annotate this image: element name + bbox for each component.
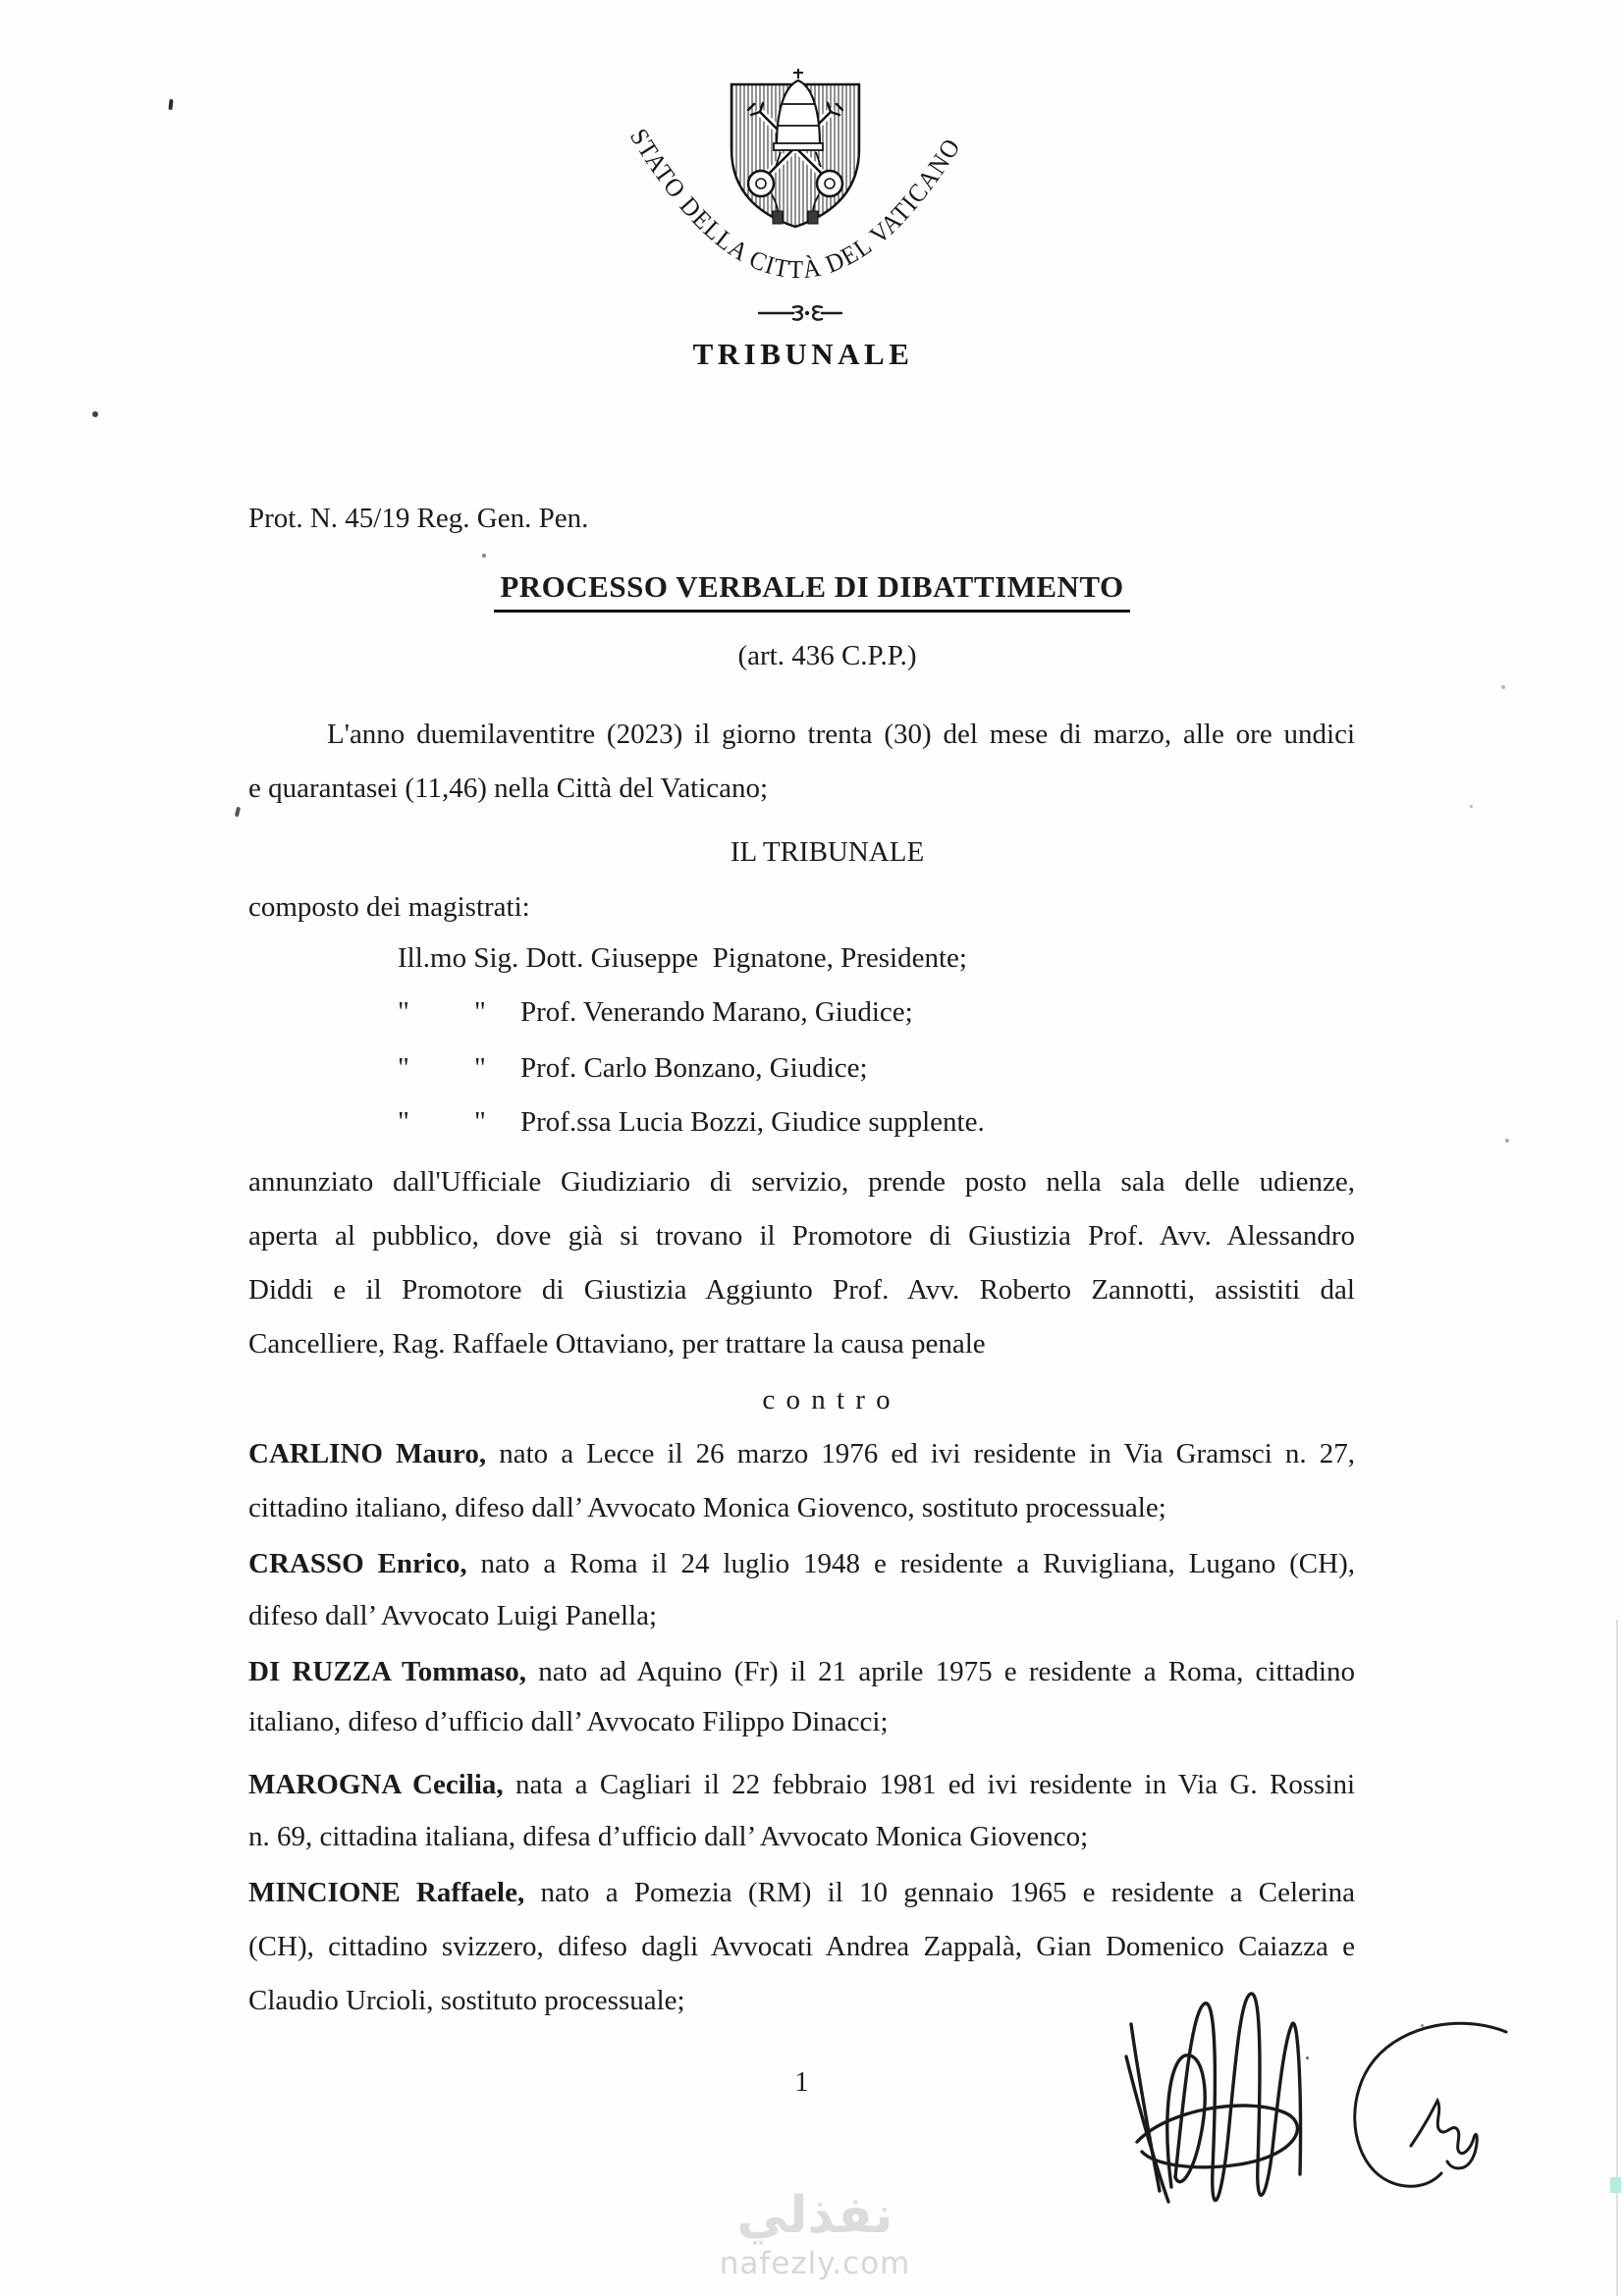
defendant-line bbox=[248, 1598, 1355, 1633]
defendant-detail: nato ad Aquino (Fr) il 21 aprile 1975 e residente a Roma, cittadino bbox=[526, 1656, 1355, 1687]
arc-inscription: STATO DELLA CITTÀ DEL VATICANO bbox=[623, 123, 967, 285]
defendant-detail: n. 69, cittadina italiana, difesa d’ufficio dall’ Avvocato Monica Giovenco; bbox=[248, 1821, 1089, 1852]
defendant-name: DI RUZZA Tommaso, bbox=[248, 1656, 527, 1687]
ditto-mark: " bbox=[398, 996, 409, 1028]
defendant-name: CRASSO Enrico, bbox=[248, 1548, 467, 1579]
announcement-line: annunziato dall'Ufficiale Giudiziario di servizio, prende posto nella sala delle udienze, bbox=[248, 1166, 1355, 1198]
composition-intro: composto dei magistrati: bbox=[248, 891, 530, 923]
scan-edge-line bbox=[1616, 1620, 1618, 2296]
ditto-mark: " bbox=[474, 996, 486, 1028]
defendant-detail: italiano, difeso d’ufficio dall’ Avvocato Filippo Dinacci; bbox=[248, 1706, 889, 1737]
signature-scribble-right bbox=[1355, 2023, 1506, 2186]
defendant-line bbox=[248, 1704, 1355, 1739]
page-number: 1 bbox=[794, 2067, 809, 2098]
watermark-logo: نفذلي bbox=[736, 2186, 893, 2245]
defendant-name: CARLINO Mauro, bbox=[248, 1438, 487, 1469]
defendant-detail: difeso dall’ Avvocato Luigi Panella; bbox=[248, 1600, 658, 1631]
defendant-name: MAROGNA Cecilia, bbox=[248, 1769, 504, 1800]
divider-ornament-icon bbox=[759, 306, 841, 319]
defendant-line bbox=[248, 1490, 1355, 1525]
defendant-line bbox=[248, 1767, 1355, 1802]
magistrate-name: Prof. Venerando Marano, Giudice; bbox=[520, 996, 913, 1028]
ditto-mark: " bbox=[398, 1106, 409, 1138]
announcement-line: Cancelliere, Rag. Raffaele Ottaviano, per trattare la causa penale bbox=[248, 1328, 986, 1360]
court-heading: IL TRIBUNALE bbox=[730, 836, 925, 868]
defendant-name: MINCIONE Raffaele, bbox=[248, 1877, 525, 1908]
defendant-line bbox=[248, 1819, 1355, 1854]
defendant-detail: nato a Pomezia (RM) il 10 gennaio 1965 e residente a Celerina bbox=[524, 1877, 1355, 1908]
scan-artifact bbox=[1505, 1139, 1509, 1143]
defendant-line bbox=[248, 1875, 1355, 1910]
defendant-detail: (CH), cittadino svizzero, difeso dagli Avvocati Andrea Zappalà, Gian Domenico Caiazza e bbox=[248, 1931, 1355, 1962]
signatures bbox=[1060, 1953, 1551, 2228]
ditto-mark: " bbox=[474, 1052, 486, 1084]
defendant-line bbox=[248, 1436, 1355, 1471]
magistrate-row bbox=[398, 994, 913, 1030]
scan-artifact bbox=[482, 554, 486, 558]
document-title: PROCESSO VERBALE DI DIBATTIMENTO bbox=[494, 568, 1129, 613]
defendant-detail: nata a Cagliari il 22 febbraio 1981 ed ivi residente in Via G. Rossini bbox=[503, 1769, 1355, 1800]
scan-artifact bbox=[235, 807, 241, 818]
ditto-mark: " bbox=[474, 1106, 486, 1138]
magistrate-row bbox=[398, 1104, 985, 1140]
magistrate-name: Prof. Carlo Bonzano, Giudice; bbox=[520, 1052, 868, 1084]
defendant-line bbox=[248, 1654, 1355, 1689]
watermark bbox=[699, 2185, 931, 2281]
defendant-line bbox=[248, 1546, 1355, 1581]
magistrate-name: Ill.mo Sig. Dott. Giuseppe Pignatone, Presidente; bbox=[398, 942, 967, 974]
versus-label: c o n t r o bbox=[762, 1384, 893, 1415]
magistrate-row bbox=[398, 940, 967, 976]
article-reference: (art. 436 C.P.P.) bbox=[737, 640, 917, 671]
scan-artifact bbox=[1501, 685, 1505, 689]
scan-artifact bbox=[1470, 805, 1473, 808]
defendant-detail: Claudio Urcioli, sostituto processuale; bbox=[248, 1985, 685, 2016]
announcement-line: aperta al pubblico, dove già si trovano il Promotore di Giustizia Prof. Avv. Alessandro bbox=[248, 1220, 1355, 1252]
opening-line-1: L'anno duemilaventitre (2023) il giorno trenta (30) del mese di marzo, alle ore undici bbox=[327, 719, 1355, 750]
opening-line-2: e quarantasei (11,46) nella Città del Vaticano; bbox=[248, 773, 769, 804]
announcement-line: Diddi e il Promotore di Giustizia Aggiunto Prof. Avv. Roberto Zannotti, assistiti dal bbox=[248, 1274, 1355, 1306]
tribunale-heading: TRIBUNALE bbox=[692, 337, 914, 371]
scan-artifact bbox=[1306, 2056, 1309, 2059]
magistrate-name: Prof.ssa Lucia Bozzi, Giudice supplente. bbox=[520, 1106, 985, 1138]
scan-edge-mark bbox=[1610, 2177, 1621, 2193]
protocol-number: Prot. N. 45/19 Reg. Gen. Pen. bbox=[248, 503, 589, 534]
signature-scribble-left bbox=[1126, 1994, 1301, 2202]
ditto-mark: " bbox=[398, 1052, 409, 1084]
defendant-detail: cittadino italiano, difeso dall’ Avvocato Monica Giovenco, sostituto processuale; bbox=[248, 1492, 1166, 1523]
magistrate-row bbox=[398, 1050, 868, 1086]
title-row bbox=[0, 568, 1624, 613]
watermark-site: nafezly.com bbox=[719, 2246, 911, 2281]
defendant-detail: nato a Lecce il 26 marzo 1976 ed ivi residente in Via Gramsci n. 27, bbox=[486, 1438, 1355, 1469]
scan-artifact bbox=[92, 411, 98, 417]
scan-artifact bbox=[1421, 2024, 1424, 2027]
defendant-detail: nato a Roma il 24 luglio 1948 e residente a Ruvigliana, Lugano (CH), bbox=[466, 1548, 1355, 1579]
vatican-coat-of-arms bbox=[0, 0, 1624, 393]
